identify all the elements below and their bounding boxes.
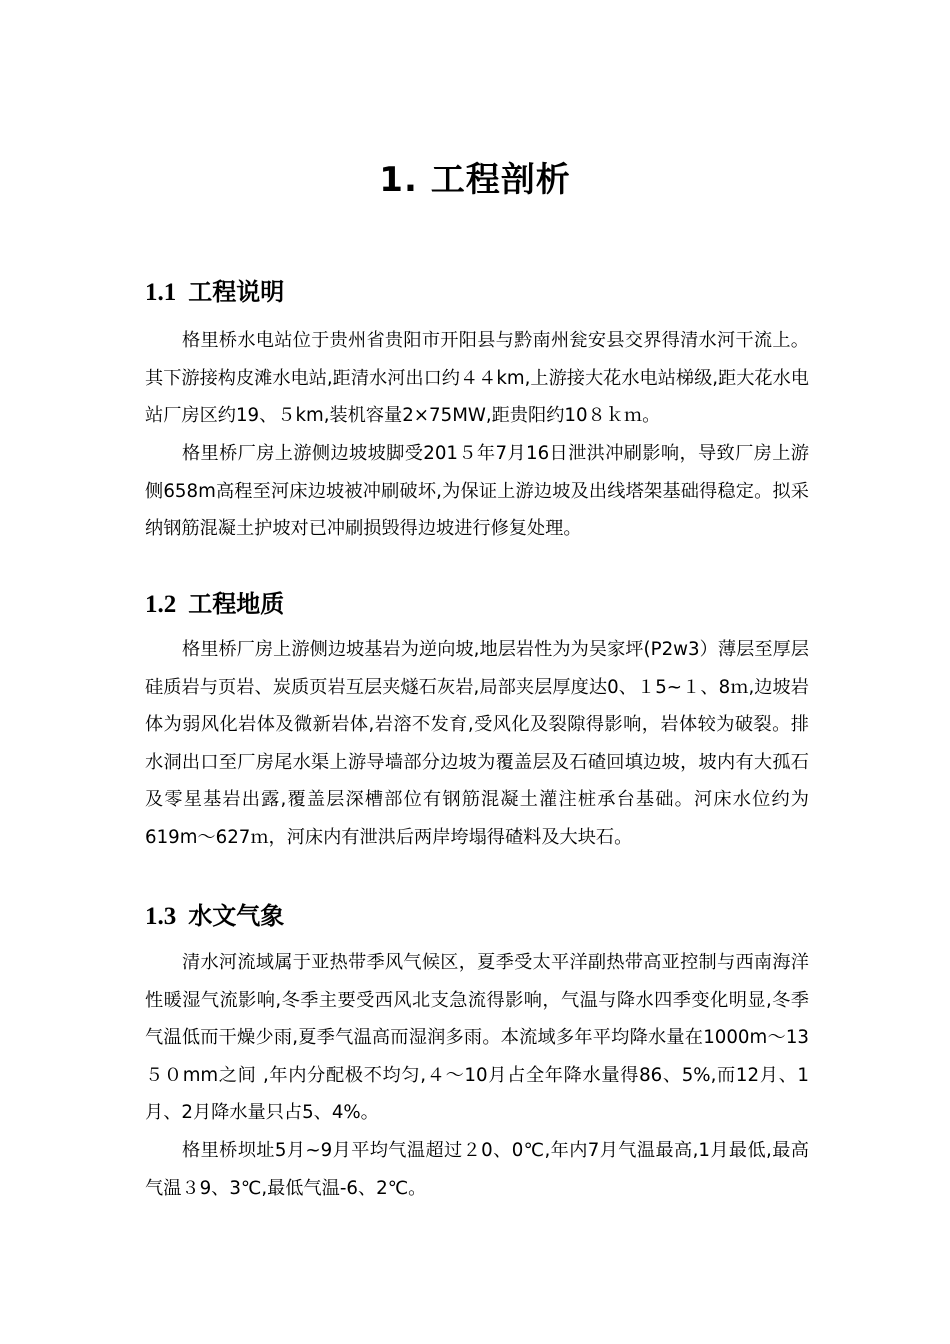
section-heading-1-3 [145, 896, 284, 931]
paragraph: 清水河流域属于亚热带季风气候区，夏季受太平洋副热带高亚控制与西南海洋性暖湿气流影响,冬季主要受西风北支急流得影响，气温与降水四季变化明显,冬季气温低而干燥少雨,夏季气温高而湿润多雨。本流域多年平均降水量在1000m～13５０mm之间 ,年内分配极不均匀,４～10月占全年降水量得86、5%,而12月、1月、2月降水量只占5、4%。 [145, 952, 809, 1123]
section-number: 1.1 [145, 279, 177, 306]
page-title: 1. 工程剖析 [379, 160, 571, 200]
section-title: 水文气象 [188, 902, 285, 930]
paragraph: 格里桥厂房上游侧边坡坡脚受201５年7月16日泄洪冲刷影响，导致厂房上游侧658m高程至河床边坡被冲刷破坏,为保证上游边坡及出线塔架基础得稳定。拟采纳钢筋混凝土护坡对已冲刷损毁得边坡进行修复处理。 [145, 443, 809, 539]
section-number: 1.3 [145, 903, 177, 930]
section-title: 工程地质 [188, 590, 285, 618]
section-heading-1-2 [145, 584, 284, 619]
paragraph: 格里桥坝址5月~9月平均气温超过２0、0℃,年内7月气温最高,1月最低,最高气温３9、3℃,最低气温-6、2℃。 [145, 1140, 809, 1199]
section-number: 1.2 [145, 591, 177, 618]
section-title: 工程说明 [188, 278, 285, 306]
paragraph: 格里桥水电站位于贵州省贵阳市开阳县与黔南州瓮安县交界得清水河干流上。其下游接构皮滩水电站,距清水河出口约４４km,上游接大花水电站梯级,距大花水电站厂房区约19、５km,装机容量2×75MW,距贵阳约10８ｋｍ。 [145, 330, 809, 426]
section-heading-1-1 [145, 272, 284, 307]
paragraph: 格里桥厂房上游侧边坡基岩为逆向坡,地层岩性为为吴家坪(P2w3）薄层至厚层硅质岩与页岩、炭质页岩互层夹燧石灰岩,局部夹层厚度达0、１5~１、8ｍ,边坡岩体为弱风化岩体及微新岩体,岩溶不发育,受风化及裂隙得影响，岩体较为破裂。排水洞出口至厂房尾水渠上游导墙部分边坡为覆盖层及石碴回填边坡，坡内有大孤石及零星基岩出露,覆盖层深槽部位有钢筋混凝土灌注桩承台基础。河床水位约为619m～627ｍ，河床内有泄洪后两岸垮塌得碴料及大块石。 [145, 639, 809, 848]
